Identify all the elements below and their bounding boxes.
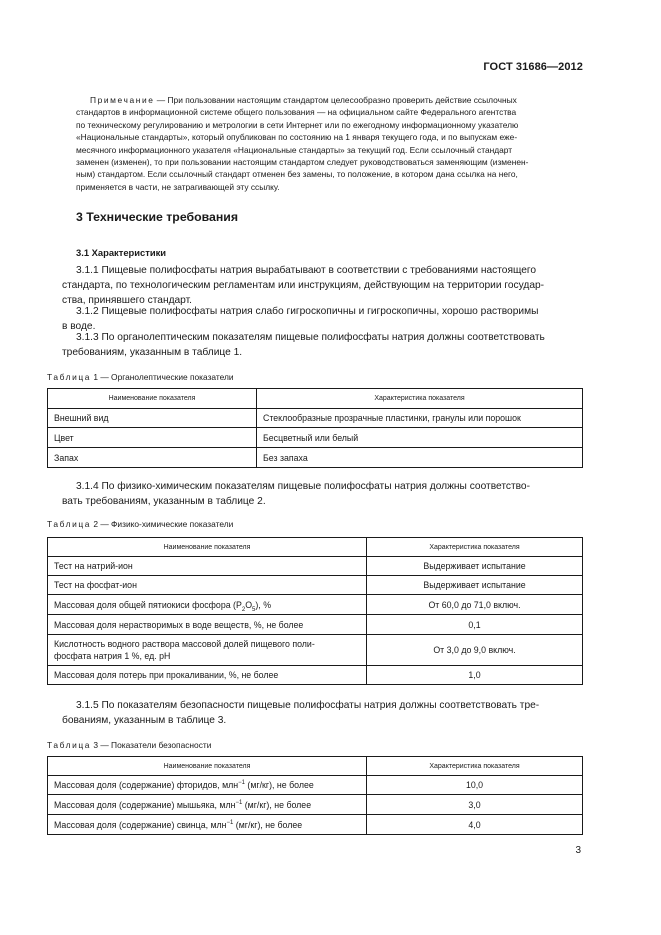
table-header-cell: Наименование показателя bbox=[48, 757, 367, 776]
table-row: Массовая доля потерь при прокаливании, %, не более 1,0 bbox=[48, 666, 583, 685]
note-line: заменен (изменен), то при пользовании настоящим стандартом следует руководствоваться заменяющим (изменен- bbox=[76, 157, 529, 168]
note-label: Примечание bbox=[90, 95, 155, 105]
note-line: стандартов в информационной системе общего пользования — на официальном сайте Федерального агентства bbox=[76, 107, 517, 118]
table-header-cell: Характеристика показателя bbox=[257, 389, 583, 409]
table-header-cell: Характеристика показателя bbox=[367, 538, 583, 557]
note-line: «Национальные стандарты», который опубликован по состоянию на 1 января текущего года, и по выпускам еже- bbox=[76, 132, 518, 143]
paragraph-3-1-3: 3.1.3 По органолептическим показателям пищевые полифосфаты натрия должны соответствовать требованиям, указанным в таблице 1. bbox=[62, 332, 545, 358]
table3-caption: Таблица 3 — Показатели безопасности bbox=[47, 740, 212, 750]
table-row: Массовая доля общей пятиокиси фосфора $(P_2O_5)$, % От 60,0 до 71,0 включ. bbox=[48, 595, 583, 615]
note-line: по техническому регулированию и метрологии в сети Интернет или по ежегодному информационному указателю bbox=[76, 119, 519, 130]
table2-caption: Таблица 2 — Физико-химические показатели bbox=[47, 519, 234, 529]
table-row: Запах Без запаха bbox=[48, 448, 583, 468]
table-row: Массовая доля (содержание) фторидов, млн$^{-1}$ (мг/кг), не более 10,0 bbox=[48, 776, 583, 795]
table-organoleptic bbox=[47, 388, 583, 468]
table-row: Массовая доля (содержание) свинца, млн$^{-1}$ (мг/кг), не более 4,0 bbox=[48, 815, 583, 835]
table-header-row bbox=[48, 389, 583, 409]
table1-caption: Таблица 1 — Органолептические показатели bbox=[47, 372, 234, 382]
table-row: Массовая доля нерастворимых в воде веществ, %, не более 0,1 bbox=[48, 615, 583, 635]
page-number: 3 bbox=[575, 845, 581, 856]
section-heading: 3 Технические требования bbox=[76, 210, 238, 224]
paragraph-3-1-5: 3.1.5 По показателям безопасности пищевые полифосфаты натрия должны соответствовать тре- бованиям, указанным в таблице 3. bbox=[62, 700, 540, 726]
table-row: Тест на фосфат-ион Выдерживает испытание bbox=[48, 576, 583, 595]
table-row: Тест на натрий-ион Выдерживает испытание bbox=[48, 557, 583, 576]
table-safety bbox=[47, 756, 583, 835]
paragraph-3-1-2: 3.1.2 Пищевые полифосфаты натрия слабо гигроскопичны и гигроскопичны, хорошо растворимы в воде. bbox=[62, 306, 539, 332]
subsection-heading: 3.1 Характеристики bbox=[76, 247, 167, 258]
note-line: месячного информационного указателя «Национальные стандарты» за текущий год. Если ссылочный стандарт bbox=[76, 144, 513, 155]
table-header-cell: Характеристика показателя bbox=[367, 757, 583, 776]
table-row: Кислотность водного раствора массовой долей пищевого поли- фосфата натрия 1 %, ед. pH От 3,0 до 9,0 включ. bbox=[48, 635, 583, 666]
table-header-cell: Наименование показателя bbox=[48, 538, 367, 557]
paragraph-3-1-1: 3.1.1 Пищевые полифосфаты натрия вырабатывают в соответствии с требованиями настоящего стандарта, по технологическим регламентам или инструкциям, действующим на территории государ- ства, принявшего стандарт. bbox=[62, 265, 545, 306]
table-header-row bbox=[48, 757, 583, 776]
table-row: Цвет Бесцветный или белый bbox=[48, 428, 583, 448]
table-physico-chemical bbox=[47, 537, 583, 685]
table-row: Внешний вид Стеклообразные прозрачные пластинки, гранулы или порошок bbox=[48, 409, 583, 428]
table-row: Массовая доля (содержание) мышьяка, млн$^{-1}$ (мг/кг), не более 3,0 bbox=[48, 795, 583, 815]
table-header-cell: Наименование показателя bbox=[48, 389, 257, 409]
paragraph-3-1-4: 3.1.4 По физико-химическим показателям пищевые полифосфаты натрия должны соответство- вать требованиям, указанным в таблице 2. bbox=[62, 481, 530, 507]
standard-id: ГОСТ 31686—2012 bbox=[483, 61, 583, 73]
table-header-row bbox=[48, 538, 583, 557]
note-line: ным) стандартом. Если ссылочный стандарт отменен без замены, то положение, в котором дана ссылка на него, bbox=[76, 169, 518, 180]
note-line: Примечание — При пользовании настоящим стандартом целесообразно проверить действие ссылочных bbox=[90, 95, 517, 105]
note-block bbox=[76, 94, 583, 193]
note-line: применяется в части, не затрагивающей эту ссылку. bbox=[76, 181, 280, 192]
